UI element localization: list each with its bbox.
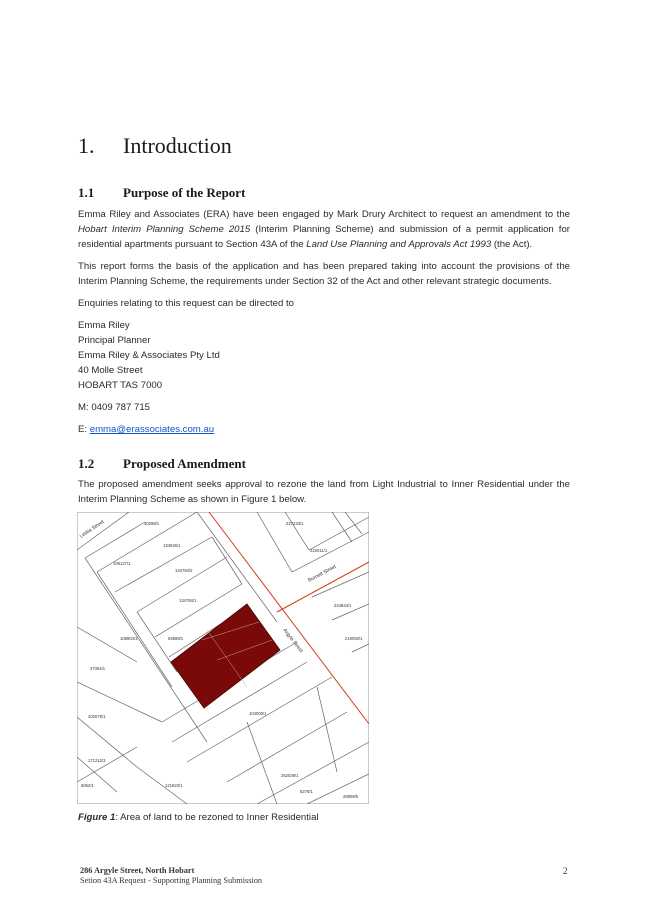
scheme-name: Hobart Interim Planning Scheme 2015 [78, 224, 251, 235]
lot-label: 108904/1 [120, 636, 138, 641]
lot-label: 224844/1 [334, 603, 352, 608]
section-number: 1. [78, 133, 95, 158]
subsection-number: 1.2 [78, 456, 95, 471]
paragraph-text: (the Act). [491, 239, 533, 250]
zoning-map-svg [77, 512, 369, 804]
lot-label: 37364/1 [90, 666, 106, 671]
contact-street: 40 Molle Street [78, 365, 143, 376]
lot-label: 222011/1 [310, 548, 328, 553]
lot-label: 252039/1 [281, 773, 299, 778]
paragraph-basis: This report forms the basis of the application and has been prepared taking into account the provisions of the Interim Planning Scheme, the requirements under Section 32 of the Act and other relevant strategic documents. [78, 261, 570, 287]
lot-label: 134784/1 [179, 598, 197, 603]
footer-address: 286 Argyle Street, North Hobart [80, 866, 195, 875]
lot-label: 5278/1 [300, 789, 313, 794]
lot-label: 28808/5 [343, 794, 359, 799]
lot-label: 108127/1 [113, 561, 131, 566]
contact-company: Emma Riley & Associates Pty Ltd [78, 350, 220, 361]
street-label-burnett: Burnett Street [307, 563, 338, 584]
street-label-argyle: Argyle Street [281, 627, 304, 655]
street-label-letitia: Letitia Street [78, 518, 106, 540]
contact-mobile: M: 0409 787 715 [78, 402, 151, 413]
figure-caption [78, 812, 319, 823]
page-number: 2 [563, 866, 568, 876]
email-link[interactable]: emma@erassociates.com.au [89, 424, 215, 435]
act-name: Land Use Planning and Approvals Act 1993 [306, 239, 492, 250]
contact-city: HOBART TAS 7000 [78, 380, 163, 391]
subsection-heading-amendment [78, 456, 246, 472]
section-heading [78, 133, 232, 159]
paragraph-text: (Interim Planning Scheme) and submission of a permit application for residential apartments pursuant to Section 43A of the [78, 224, 571, 250]
lot-label: 219050/1 [345, 636, 363, 641]
contact-title: Principal Planner [78, 335, 151, 346]
lot-label: 134846/1 [163, 543, 181, 548]
paragraph-enquiries: Enquiries relating to this request can be directed to [78, 298, 294, 309]
subsection-title: Proposed Amendment [123, 456, 246, 471]
email-prefix: E: [78, 424, 90, 435]
subsection-number: 1.1 [78, 185, 95, 200]
paragraph-amendment: The proposed amendment seeks approval to rezone the land from Light Industrial to Inner Residential under the Interim Planning Scheme as shown in Figure 1 below. [78, 479, 570, 505]
lot-label: 171212/3 [88, 758, 106, 763]
subsection-title: Purpose of the Report [123, 185, 246, 200]
lot-label: 63689/1 [168, 636, 184, 641]
lot-label: 30298/1 [144, 521, 160, 526]
lot-label: 104000/1 [249, 711, 267, 716]
figure-label: Figure 1 [78, 812, 116, 823]
zoning-map [77, 512, 369, 804]
contact-name: Emma Riley [78, 320, 130, 331]
lot-label: 6062/1 [81, 783, 94, 788]
contact-email-line [78, 422, 214, 437]
paragraph-text: Emma Riley and Associates (ERA) have been engaged by Mark Drury Architect to request an amendment to the [78, 209, 570, 220]
lot-label: 227233/1 [286, 521, 304, 526]
section-title: Introduction [123, 133, 232, 158]
lot-label: 121823/1 [165, 783, 183, 788]
footer-document-title: Setion 43A Request - Supporting Planning Submission [80, 876, 263, 885]
figure-caption-text: : Area of land to be rezoned to Inner Residential [115, 812, 319, 823]
page-footer [80, 866, 262, 886]
subsection-heading-purpose [78, 185, 245, 201]
lot-label: 134784/2 [175, 568, 193, 573]
paragraph-engagement [78, 207, 570, 252]
lot-label: 202078/1 [88, 714, 106, 719]
